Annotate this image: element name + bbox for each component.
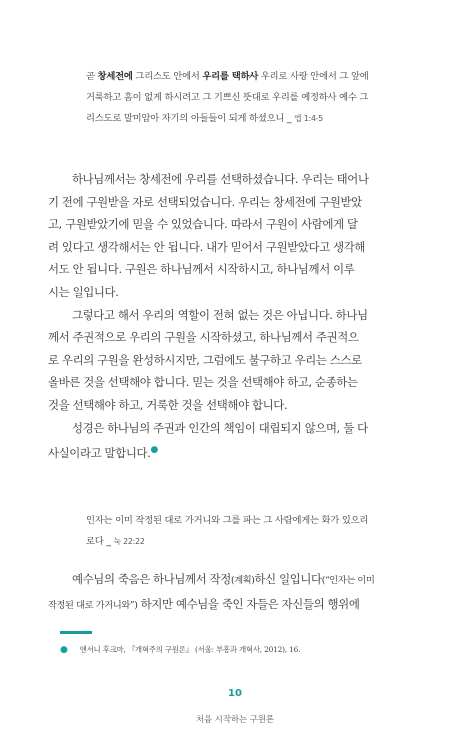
paragraph: 하나님께서는 창세전에 우리를 선택하셨습니다. 우리는 태어나 기 전에 구원받을 자로 선택되었습니다. 우리는 창세전에 구원받았 고, 구원받았기에 믿을 수 있었습니다. 따라서 구원이 사람에게 달 려 있다고 생각해서는 안 됩니다. 내가 믿어서 구원받았다고 생각해 서도 안 됩니다. 구원은 하나님께서 시작하시고, 하나님께서 이루 시는 일입니다. <box>48 172 369 299</box>
footnote-marker[interactable]: ● <box>150 445 158 456</box>
body-text-continued <box>48 568 412 617</box>
footnote-divider <box>60 631 92 634</box>
running-title: 처음 시작하는 구원론 <box>195 714 275 724</box>
quote-line: 로다 _ 눅 22:22 <box>86 536 145 547</box>
paragraph: 예수님의 죽음은 하나님께서 작정(계획)하신 일입니다(“인자는 이미 작정된 대로 가거니와”) 하지만 예수님을 죽인 자들은 자신들의 행위에 <box>48 572 375 611</box>
footnote <box>60 644 412 655</box>
scripture-quote <box>86 510 392 552</box>
quote-emphasis: 창세전에 <box>97 71 133 82</box>
paragraph: 그렇다고 해서 우리의 역할이 전혀 없는 것은 아닙니다. 하나님 께서 주권적으로 우리의 구원을 시작하셨고, 하나님께서 주권적으 로 우리의 구원을 완성하시지만, 그럼에도 불구하고 우리는 스스로 올바른 것을 선택해야 합니다. 믿는 것을 선택해야 하고, 순종하는 것을 선택해야 하고, 거룩한 것을 선택해야 합니다. <box>48 307 368 412</box>
scripture-reference: 엡 1:4-5 <box>294 114 324 123</box>
footnote-text: 앤서니 후크마, 『개혁주의 구원론』 (서울: 부흥과 개혁사, 2012), 16. <box>79 645 301 654</box>
scripture-reference: 눅 22:22 <box>113 537 145 546</box>
page-number: 10 <box>228 688 242 699</box>
quote-emphasis: 우리를 택하사 <box>202 71 259 82</box>
opening-scripture-quote <box>86 66 392 129</box>
quote-line: 곧 창세전에 그리스도 안에서 우리를 택하사 우리로 사랑 안에서 그 앞에 <box>86 71 369 82</box>
footnote-bullet: ● <box>60 645 68 655</box>
quote-line: 인자는 이미 작정된 대로 가거니와 그를 파는 그 사람에게는 화가 있으리 <box>86 515 369 526</box>
paragraph: 성경은 하나님의 주권과 인간의 책임이 대립되지 않으며, 둘 다 사실이라고 말합니다.● <box>48 420 368 460</box>
body-text <box>48 168 412 465</box>
quote-line: 리스도로 말미암아 자기의 아들들이 되게 하셨으니 _ 엡 1:4-5 <box>86 113 324 124</box>
quote-line: 거룩하고 흠이 없게 하시려고 그 기쁘신 뜻대로 우리를 예정하사 예수 그 <box>86 92 369 103</box>
